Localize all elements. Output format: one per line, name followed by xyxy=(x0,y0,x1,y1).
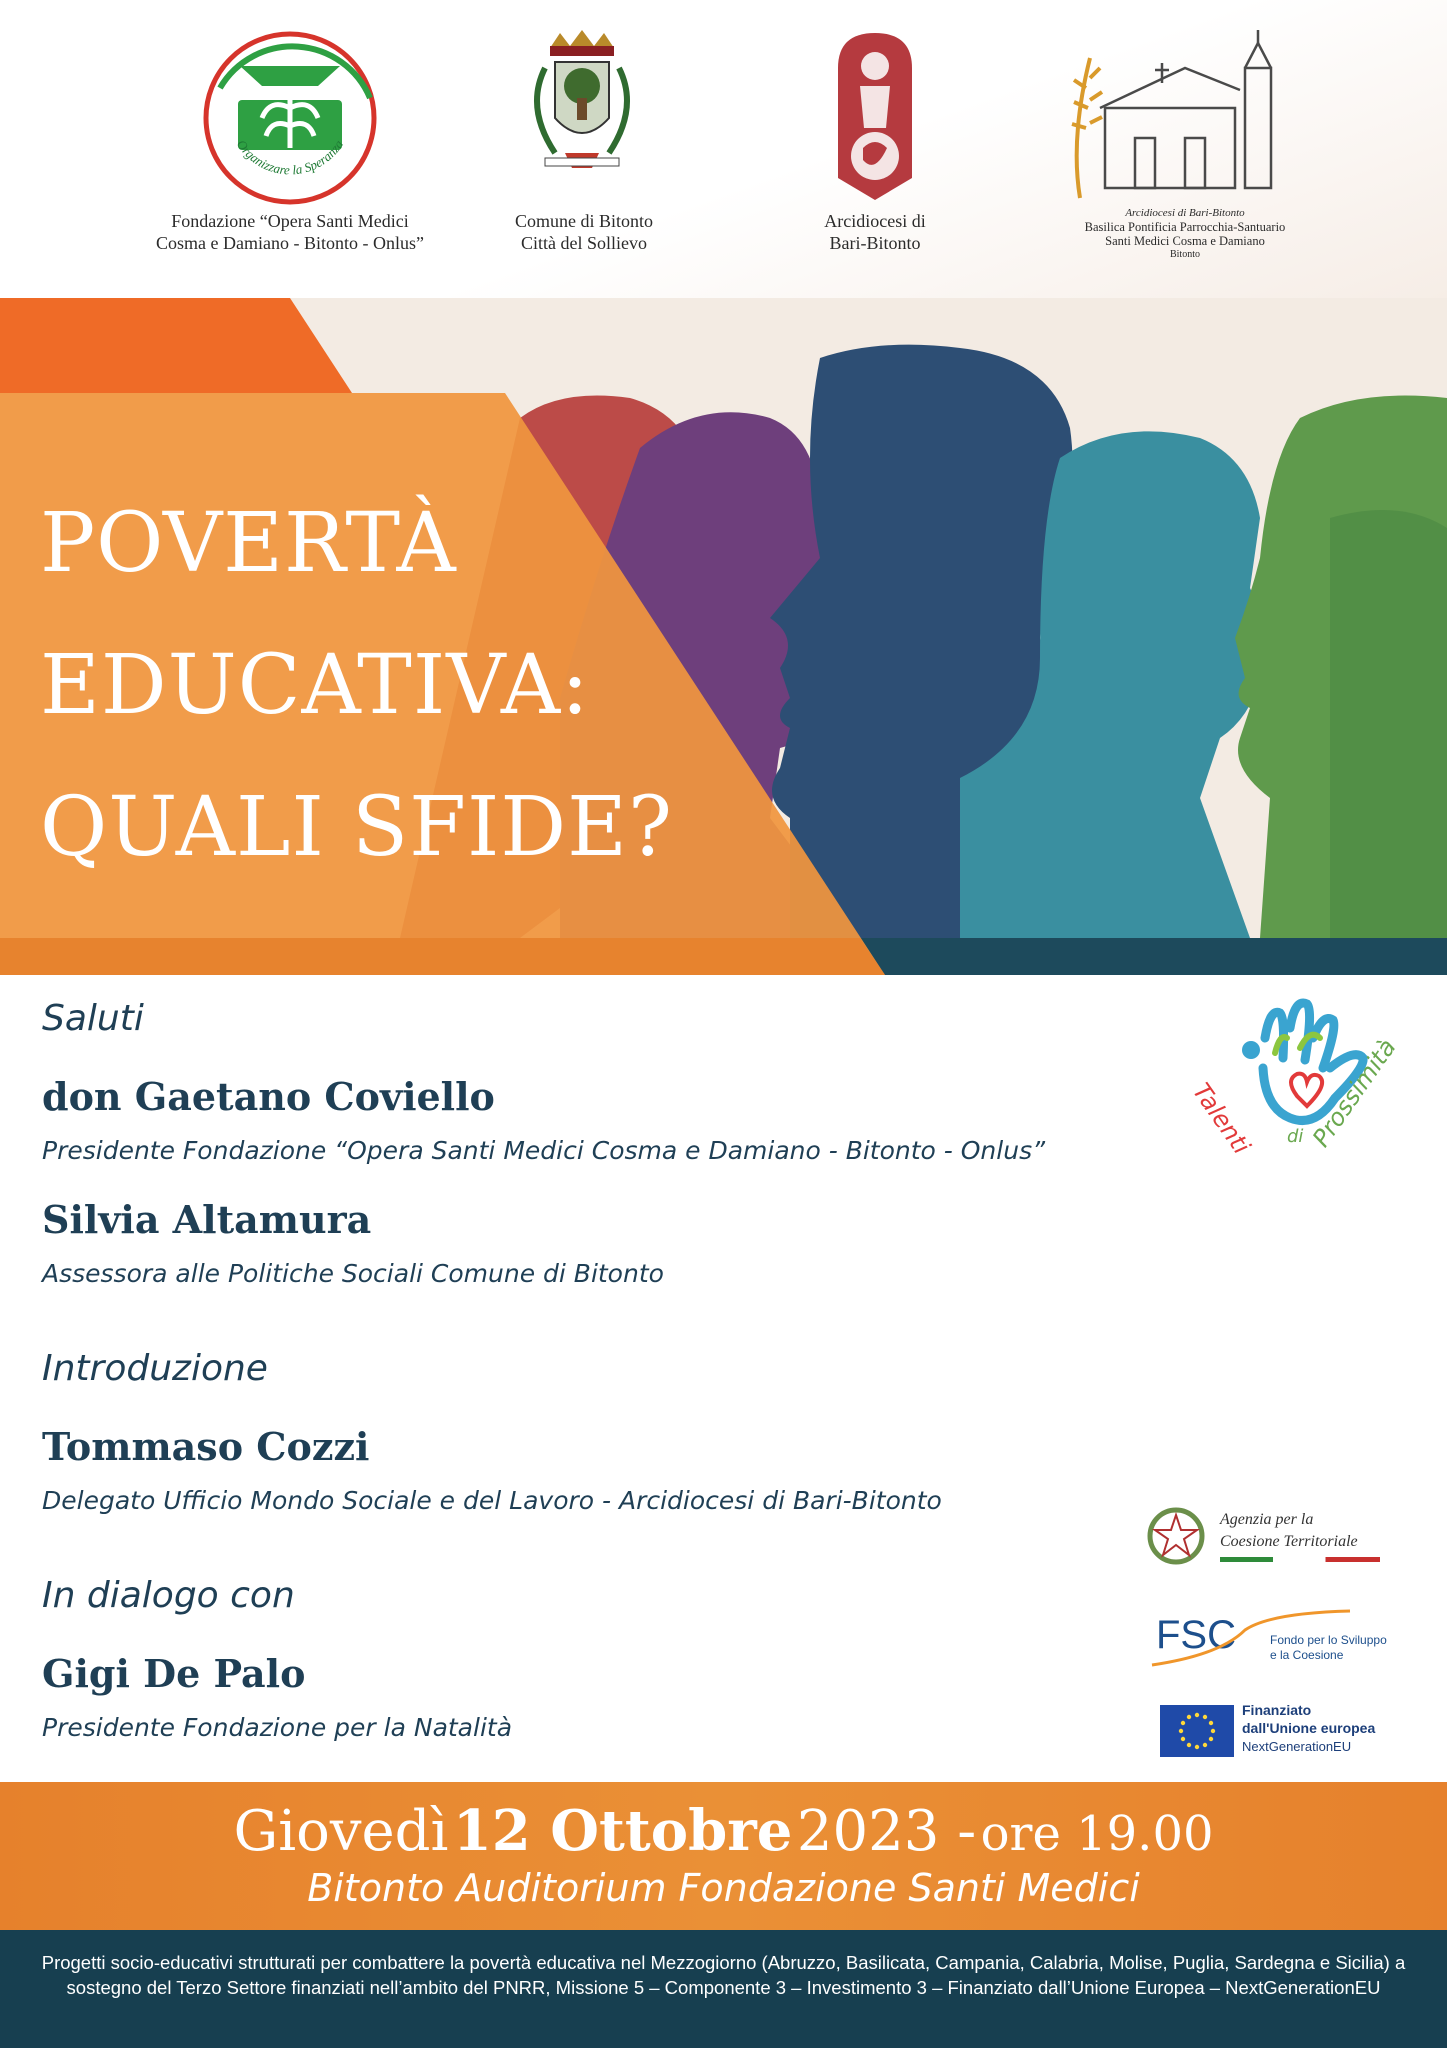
arcidiocesi-caption-line-2: Bari-Bitonto xyxy=(829,233,921,253)
event-title-line-3: QUALI SFIDE? xyxy=(40,780,673,875)
comune-coat-of-arms xyxy=(515,28,649,193)
hero-banner xyxy=(0,298,1447,975)
event-venue: Bitonto Auditorium Fondazione Santi Medici xyxy=(307,1866,1140,1910)
fondazione-caption-line-2: Cosma e Damiano - Bitonto - Onlus” xyxy=(156,233,424,253)
arcidiocesi-caption-line-1: Arcidiocesi di xyxy=(824,211,926,231)
fsc-acronym: FSC xyxy=(1156,1613,1236,1657)
event-title-line-2: EDUCATIVA: xyxy=(40,638,590,733)
speaker-role: Delegato Ufficio Mondo Sociale e del Lavoro - Arcidiocesi di Bari-Bitonto xyxy=(42,1486,942,1515)
agenzia-coesione-logo xyxy=(1145,1505,1385,1575)
prossimita-word: Prossimità xyxy=(1307,1033,1402,1153)
section-label-dialogo: In dialogo con xyxy=(42,1575,295,1616)
di-word: di xyxy=(1287,1126,1304,1147)
eu-flag-icon xyxy=(1160,1705,1234,1757)
basilica-church-icon xyxy=(1050,28,1290,203)
footer-text: Progetti socio-educativi strutturati per combattere la povertà educativa nel Mezzogiorno (Abruzzo, Basilicata, Campania, Calabria, Molise, Puglia, Sardegna e Sicilia) a sostegno del Terzo Settore finanziati nell’ambito del PNRR, Missione 5 – Componente 3 – Investimento 3 – Finanziato dall’Unione Europea – NextGenerationEU xyxy=(41,1952,1406,1998)
speaker-name: Tommaso Cozzi xyxy=(42,1424,370,1469)
comune-caption-line-2: Città del Sollievo xyxy=(521,233,647,253)
eu-line-1: Finanziato xyxy=(1242,1702,1312,1718)
event-date: 12 Ottobre xyxy=(452,1798,793,1864)
event-day: Giovedì xyxy=(233,1799,449,1864)
fondazione-ring-text: Organizzare la Speranza xyxy=(233,136,347,178)
basilica-caption-line-3: Santi Medici Cosma e Damiano xyxy=(1105,234,1265,248)
fsc-line-2: e la Coesione xyxy=(1270,1648,1344,1662)
arcidiocesi-logo xyxy=(830,28,920,203)
basilica-caption-line-2: Basilica Pontificia Parrocchia-Santuario xyxy=(1084,220,1286,234)
speaker-name: Gigi De Palo xyxy=(42,1651,306,1696)
fondazione-caption-line-1: Fondazione “Opera Santi Medici xyxy=(171,211,409,231)
comune-caption xyxy=(470,210,698,254)
arcidiocesi-emblem-icon xyxy=(830,28,920,203)
eu-line-2: dall'Unione europea xyxy=(1242,1720,1376,1736)
speaker-role: Presidente Fondazione per la Natalità xyxy=(42,1713,513,1742)
event-title-line-1: POVERTÀ xyxy=(40,496,457,591)
talenti-di-prossimita-logo xyxy=(1187,998,1402,1168)
italian-emblem-icon xyxy=(1145,1505,1207,1567)
agenzia-line-1: Agenzia per la xyxy=(1220,1511,1314,1528)
fsc-logo xyxy=(1150,1605,1390,1675)
eu-funding-logo xyxy=(1160,1702,1400,1760)
arcidiocesi-caption xyxy=(760,210,990,254)
speaker-name: Silvia Altamura xyxy=(42,1197,372,1242)
fsc-line-1: Fondo per lo Sviluppo xyxy=(1270,1633,1387,1647)
fondazione-caption xyxy=(120,210,460,254)
speaker-role: Assessora alle Politiche Sociali Comune di Bitonto xyxy=(42,1259,664,1288)
talenti-word: Talenti xyxy=(1187,1078,1256,1160)
event-year: 2023 - xyxy=(796,1799,977,1864)
event-date-line xyxy=(0,1798,1447,1864)
speaker-role: Presidente Fondazione “Opera Santi Medici Cosma e Damiano - Bitonto - Onlus” xyxy=(42,1136,1046,1165)
fondazione-logo xyxy=(200,28,380,208)
event-time: ore 19.00 xyxy=(980,1806,1214,1862)
agenzia-line-2: Coesione Territoriale xyxy=(1220,1533,1358,1550)
comune-caption-line-1: Comune di Bitonto xyxy=(514,211,653,231)
basilica-caption-line-4: Bitonto xyxy=(1169,249,1200,260)
italian-flag-stripe xyxy=(1220,1557,1380,1562)
section-label-saluti: Saluti xyxy=(42,998,144,1039)
fondazione-emblem-icon xyxy=(200,28,380,208)
eu-line-3: NextGenerationEU xyxy=(1242,1739,1352,1754)
basilica-caption xyxy=(1040,206,1330,262)
basilica-caption-line-1: Arcidiocesi di Bari-Bitonto xyxy=(1125,207,1245,219)
basilica-logo xyxy=(1050,28,1290,203)
section-label-introduzione: Introduzione xyxy=(42,1348,268,1389)
coat-of-arms-icon xyxy=(515,28,649,193)
speaker-name: don Gaetano Coviello xyxy=(42,1074,495,1119)
